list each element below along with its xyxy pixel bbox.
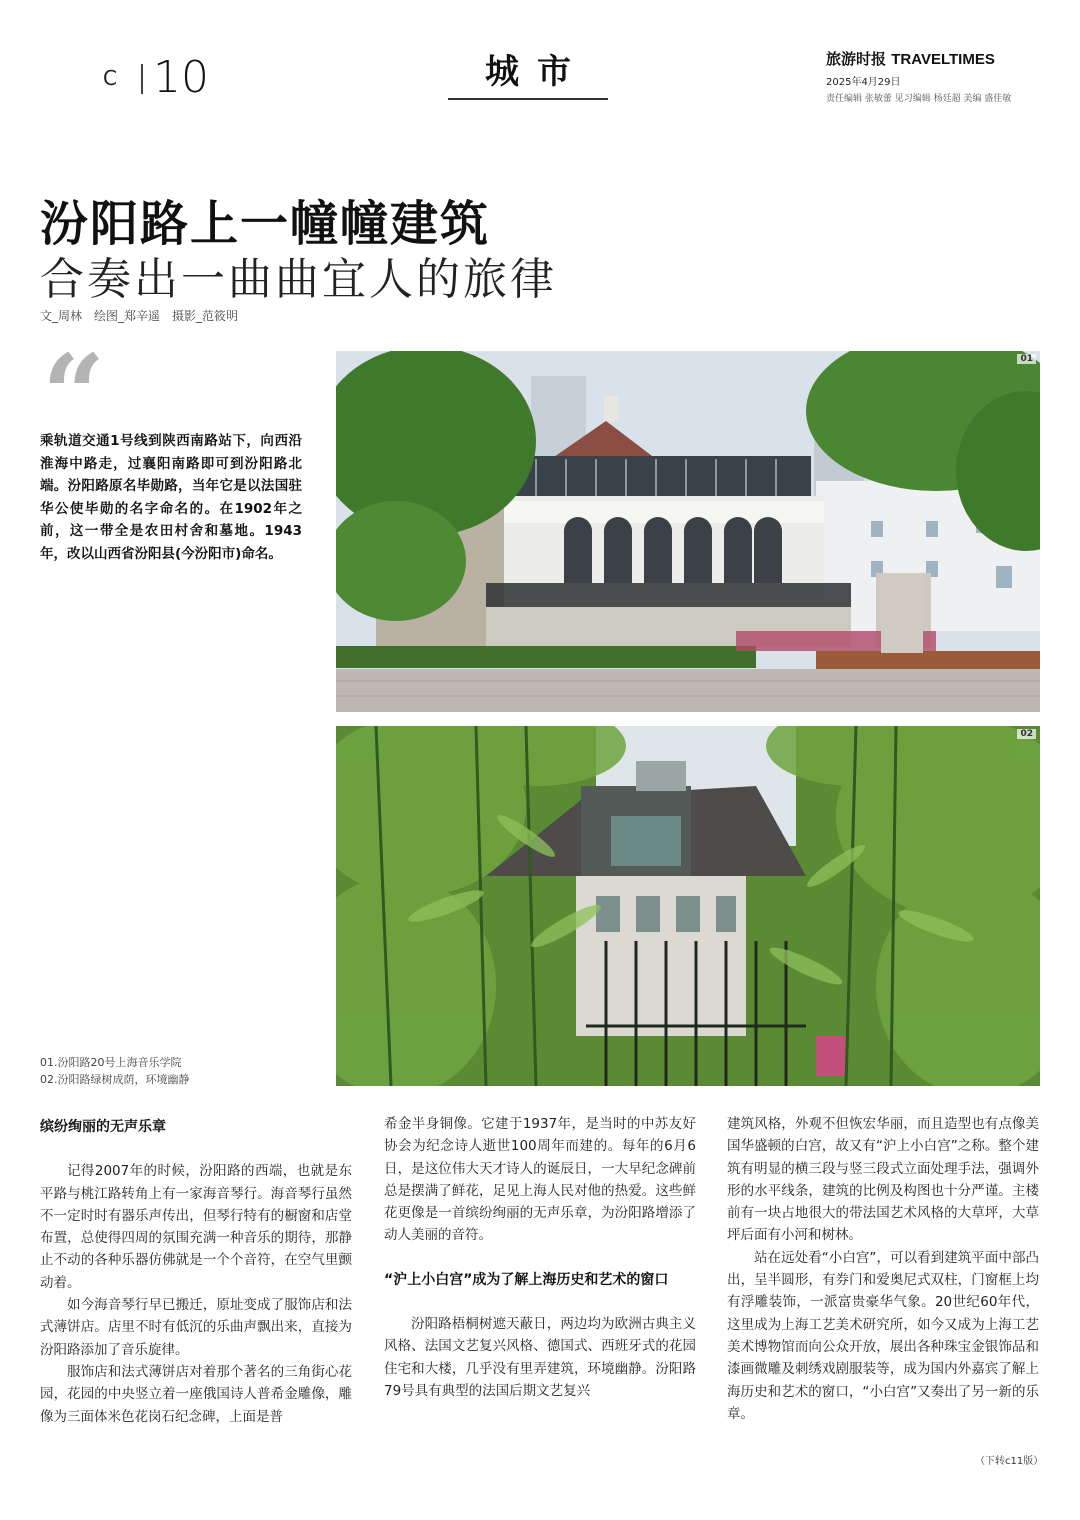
body-column-1 [40, 1116, 352, 1428]
quote-mark-icon: “ [42, 330, 106, 459]
brand-cn: 旅游时报 [826, 50, 887, 68]
photo-music-conservatory [336, 351, 1040, 712]
photo-1-illustration [336, 351, 1040, 712]
body-paragraph: 服饰店和法式薄饼店对着那个著名的三角街心花园，花园的中央竖立着一座俄国诗人普希金雕像，雕像为三面体米色花岗石纪念碑，上面是普 [40, 1363, 352, 1425]
masthead [826, 48, 1056, 104]
brand-en: TRAVELTIMES [891, 51, 995, 68]
body-paragraph: 站在远处看“小白宫”，可以看到建筑平面中部凸出，呈半圆形，有券门和爱奥尼式双柱，门窗框上均有浮雕装饰，一派富贵豪华气象。20世纪60年代，这里成为上海工艺美术研究所，如今又成为上海工艺美术博物馆而向公众开放，展出各种珠宝金银饰品和漆画微雕及刺绣戏剧服装等，成为国内外嘉宾了解上海历史和艺术的窗口，“小白宫”又奏出了另一新的乐章。 [727, 1249, 1039, 1422]
brand [826, 48, 1056, 69]
photo-number: 02 [1017, 729, 1036, 739]
section-letter: C [103, 66, 121, 90]
issue-date: 2025年4月29日 [826, 77, 901, 88]
body-paragraph: 建筑风格，外观不但恢宏华丽，而且造型也有点像美国华盛顿的白宫，故又有“沪上小白宫”之称。整个建筑有明显的横三段与竖三段式立面处理手法，强调外形的水平线条，建筑的比例及构图也十分严谨。主楼前有一块占地很大的带法国艺术风格的大草坪，大草坪后面有小河和树林。 [727, 1116, 1039, 1244]
body-column-3 [727, 1113, 1039, 1425]
photo-tree-lined-road [336, 726, 1040, 1086]
body-paragraph: 记得2007年的时候，汾阳路的西端，也就是东平路与桃江路转角上有一家海音琴行。海音琴行虽然不一定时时有器乐声传出，但琴行特有的橱窗和店堂布置，总使得四周的氛围充满一种音乐的期待，那静止不动的各种乐器仿佛就是一个个音符，在空气里颤动着。 [40, 1163, 352, 1291]
body-paragraph: 希金半身铜像。它建于1937年，是当时的中苏友好协会为纪念诗人逝世100周年而建的。每年的6月6日，是这位伟大天才诗人的诞辰日，一大早纪念碑前总是摆满了鲜花，足见上海人民对他的热爱。这些鲜花更像是一首缤纷绚丽的无声乐章，为汾阳路增添了动人美丽的音符。 [384, 1116, 696, 1244]
lead-paragraph: 乘轨道交通1号线到陕西南路站下，向西沿淮海中路走，过襄阳南路即可到汾阳路北端。汾阳路原名毕勋路，当年它是以法国驻华公使毕勋的名字命名的。在1902年之前，这一带全是农田村舍和墓地。1943年，改以山西省汾阳县(今汾阳市)命名。 [40, 433, 302, 562]
section-heading: 缤纷绚丽的无声乐章 [40, 1119, 166, 1135]
page-number: 10 [153, 52, 209, 103]
continued-notice: （下转c11版） [975, 1456, 1044, 1467]
body-column-2 [384, 1113, 696, 1402]
photo-caption: 02.汾阳路绿树成荫，环境幽静 [40, 1073, 190, 1086]
section-heading: “沪上小白宫”成为了解上海历史和艺术的窗口 [384, 1271, 669, 1288]
section-divider [141, 64, 143, 94]
photo-captions [40, 1054, 190, 1088]
photo-2-illustration [336, 726, 1040, 1086]
headline: 汾阳路上一幢幢建筑 [40, 196, 491, 252]
photo-caption: 01.汾阳路20号上海音乐学院 [40, 1056, 182, 1069]
byline: 文_周林 绘图_郑辛遥 摄影_范筱明 [40, 309, 239, 323]
subheadline: 合奏出一曲曲宜人的旅律 [40, 254, 557, 305]
photo-number: 01 [1017, 354, 1036, 364]
editors-credit: 责任编辑 张敏蕾 见习编辑 杨廷超 美编 盛佳敏 [826, 94, 1012, 104]
section-title: 城市 [485, 52, 589, 92]
body-paragraph: 如今海音琴行早已搬迁，原址变成了服饰店和法式薄饼店。店里不时有低沉的乐曲声飘出来，直接为汾阳路添加了音乐旋律。 [40, 1297, 352, 1358]
section-title-underline [448, 98, 608, 100]
body-paragraph: 汾阳路梧桐树遮天蔽日，两边均为欧洲古典主义风格、法国文艺复兴风格、德国式、西班牙式的花园住宅和大楼，几乎没有里弄建筑，环境幽静。汾阳路79号具有典型的法国后期文艺复兴 [384, 1316, 696, 1399]
